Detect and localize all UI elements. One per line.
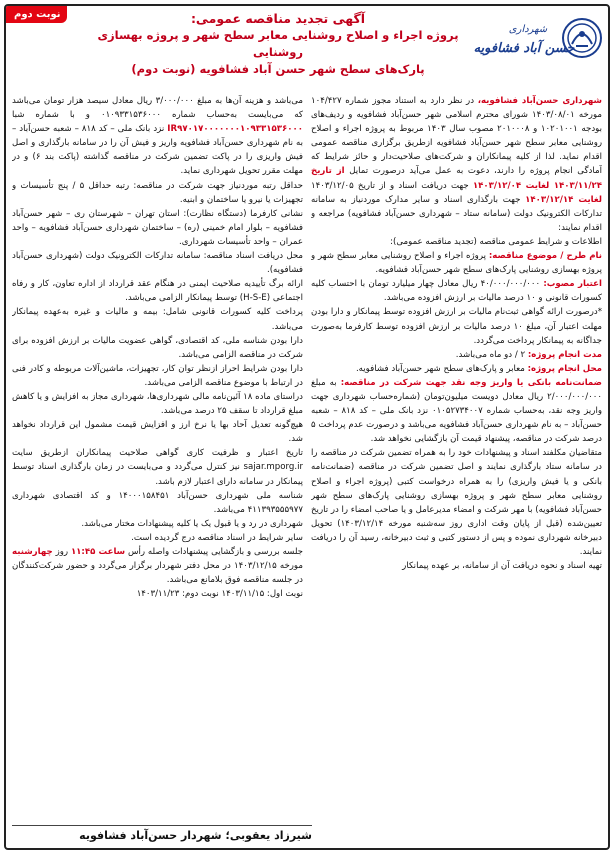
notice-paragraph: [311, 277, 602, 305]
notice-text: لغایت ۱۴۰۳/۱۲/۱۴: [525, 194, 602, 205]
notice-text: حداقل رتبه موردنیاز جهت شرکت در مناقصه: رتبه حداقل ۵ / پنج تأسیسات و تجهیزات یا نیرو یا ساختمان و ابنیه.: [12, 180, 303, 205]
title-line3: پارک‌های سطح شهر حسن آباد فشافویه (نوبت دوم): [131, 62, 425, 76]
municipality-logo: [466, 10, 602, 66]
notice-text: دراستای ماده ۱۸ آئین‌نامه مالی شهرداری‌ها، شهرداری مجاز به افزایش و یا کاهش مبلغ قرارداد تا سقف ۲۵ درصد می‌باشد.: [12, 391, 303, 417]
notice-paragraph: [311, 348, 602, 362]
notice-text: اعتبار مصوب:: [543, 279, 602, 290]
notice-text: روز: [52, 547, 71, 557]
notice-text: تهیه اسناد و نحوه دریافت آن از سامانه، بر عهده پیمانکار: [402, 561, 602, 572]
signature-text: شیرزاد یعقوبی؛ شهردار حسن‌آباد فشافویه: [79, 829, 312, 842]
right-column: [311, 94, 602, 820]
notice-text: شناسه ملی شهرداری حسن‌آباد ۱۴۰۰۰۱۵۸۴۵۱ و کد اقتصادی شهرداری ۴۱۱۳۹۳۵۵۵۹۷۷ می‌باشد.: [12, 490, 303, 515]
notice-text: محل انجام پروژه:: [527, 363, 602, 374]
notice-text: پرداخت کلیه کسورات قانونی شامل: بیمه و مالیات و غیره به‌عهده پیمانکار می‌باشد.: [12, 307, 303, 332]
notice-paragraph: [12, 249, 303, 277]
notice-text: در نظر دارد به استناد مجوز شماره ۱۰۴/۴۲۷ مورخه ۱۴۰۳/۰۸/۰۱ شورای محترم اسلامی شهر حسن‌آباد فشافویه و ردیف‌های بودجه ۱۰۲۰۱۰۰۱ و ۲۰۱۰۰۰۸ مصوب سال ۱۴۰۳ مربوط به پروژه اجراء و اصلاح روشنایی معابر سطح شهر حسن‌آباد فشافویه ازطریق برگزاری مناقصه عمومی اقدام نماید. لذا از کلیه پیمانکاران و شرکت‌های صلاحیت‌دار و حائز شرایط که آمادگی انجام پروژه را دارند، دعوت به عمل می‌آید درصورت تمایل: [311, 96, 602, 177]
notice-text: نشانی کارفرما (دستگاه نظارت): استان تهران – شهرستان ری – شهر حسن‌آباد فشافویه – بلوار امام خمینی (ره) – ساختمان شهرداری حسن‌آباد فشافویه – واحد عمران – واحد تأسیسات شهرداری.: [12, 208, 303, 247]
notice-paragraph: [311, 235, 602, 249]
notice-text: معابر و پارک‌های سطح شهر حسن‌آباد فشافویه.: [355, 363, 528, 374]
logo-line1: شهرداری: [508, 24, 548, 35]
notice-paragraph: [311, 305, 602, 347]
signature-divider: [12, 825, 312, 826]
notice-paragraph: [12, 362, 303, 390]
signature-block: [12, 825, 312, 842]
left-column: [12, 94, 303, 820]
notice-paragraph: [311, 249, 602, 277]
notice-text: اطلاعات و شرایط عمومی مناقصه (تجدید مناقصه عمومی):: [390, 236, 602, 247]
notice-paragraph: [12, 446, 303, 488]
notice-header: [6, 6, 608, 94]
notice-paragraph: [12, 545, 303, 587]
notice-text: ضمانت‌نامه بانکی یا واریز وجه نقد جهت شرکت در مناقصه:: [340, 377, 602, 388]
notice-text: تاریخ اعتبار و ظرفیت کاری گواهی صلاحیت پیمانکاران ازطریق سایت sajar.mporg.ir نیز کنترل می‌گردد و می‌بایست در زمان بارگذاری اسناد توسط پیمانکار در سامانه دارای اعتبار لازم باشد.: [12, 448, 303, 487]
notice-text: نوبت اول: ۱۴۰۳/۱۱/۱۵ نوبت دوم: ۱۴۰۳/۱۱/۲۳: [136, 589, 303, 600]
notice-text: جهت بارگذاری اسناد و سایر مدارک موردنیاز به سامانه تدارکات الکترونیک دولت (سامانه ستاد – شهرداری حسن‌آباد فشافویه) مراجعه و اقدام نمایند:: [311, 194, 602, 233]
notice-paragraph: [12, 418, 303, 446]
notice-paragraph: [12, 94, 303, 179]
notice-text: جلسه بررسی و بازگشایی پیشنهادات واصله رأس: [125, 547, 303, 557]
notice-paragraph: [12, 517, 303, 531]
notice-paragraph: [12, 277, 303, 305]
notice-text: *درصورت ارائه گواهی ثبت‌نام مالیات بر ارزش افزوده توسط پیمانکار و دارا بودن مهلت اعتبار آن، مبلغ ۱۰ درصد مالیات بر ارزش افزوده توسط کارفرما به‌صورت جداگانه به پیمانکار پرداخت می‌گردد.: [311, 307, 602, 346]
notice-paragraph: [12, 334, 303, 362]
round-badge: نوبت دوم: [6, 6, 67, 23]
notice-text: جهت دریافت اسناد و از تاریخ ۱۴۰۳/۱۲/۰۵: [311, 180, 473, 191]
logo-line2: حسن آباد فشافویه: [473, 41, 575, 56]
notice-paragraph: [12, 531, 303, 545]
title-line2: پروژه اجراء و اصلاح روشنایی معابر سطح شهر و پروژه بهسازی روشنایی: [97, 28, 459, 59]
notice-paragraph: [12, 305, 303, 333]
notice-paragraph: [12, 587, 303, 601]
notice-paragraph: [311, 559, 602, 573]
title-line1: آگهی تجدید مناقصه عمومی:: [190, 11, 366, 26]
notice-text: متقاضیان مکلفند اسناد و پیشنهادات خود را به همراه تضمین شرکت در مناقصه را در سامانه ستاد بارگذاری نمایند و اصل تضمین شرکت در مناقصه (ضمانت‌نامه بانکی و یا فیش واریزی) را به همراه درخواست کتبی (پروژه اجراء و اصلاح روشنایی معابر سطح شهر و پروژه بهسازی روشنایی پارک‌های سطح شهر حسن‌آباد فشافویه) با مهر شرکت و امضاء مدیرعامل و یا صاحب امضاء را در تاریخ تعیین‌شده (قبل از پایان وقت اداری روز سه‌شنبه مورخه ۱۴۰۳/۱۲/۱۴) تحویل دبیرخانه شهرداری نموده و پس از دستور کتبی و ثبت دبیرخانه، رسید آن را دریافت نمایند.: [311, 448, 602, 557]
notice-text: نزد بانک ملی – کد ۸۱۸ – شعبه حسن‌آباد – به نام شهرداری حسن‌آباد فشافویه واریز و فیش آن را در سامانه بارگذاری و اصل فیش واریزی را در پاکت تضمین شرکت در مناقصه گذاشته (پاکت بند ۶) و در مهلت مقرر تحویل شهرداری نماید.: [12, 124, 303, 177]
notice-text: می‌باشد و هزینه آن‌ها به مبلغ ۳/۰۰۰/۰۰۰ ریال معادل سیصد هزار تومان می‌باشد که می‌بایست به‌حساب شماره ۰۱۰۹۳۳۱۵۳۶۰۰۰ و با شماره شبا: [12, 96, 303, 121]
notice-text: دارا بودن شرایط احراز ازنظر توان کار، تجهیزات، ماشین‌آلات مربوطه و کادر فنی در ارتباط با موضوع مناقصه الزامی می‌باشد.: [12, 363, 303, 388]
notice-text: ساعت ۱۱:۴۵: [70, 547, 126, 557]
notice-text: به مبلغ ۲/۰۰۰/۰۰۰/۰۰۰ ریال معادل دویست میلیون‌تومان (شماره‌حساب شهرداری جهت واریز وجه نقد، به‌حساب شماره ۰۱۰۵۲۷۳۴۰۰۷ نزد بانک ملی – کد ۸۱۸ – شعبه حسن‌آباد – به نام شهرداری حسن‌آباد فشافویه می‌باشد و درصورت عدم پرداخت ۵ درصد شرکت در مناقصه، پیشنهاد قیمت آن بازگشایی نخواهد شد.: [311, 377, 602, 445]
notice-text: محل دریافت اسناد مناقصه: سامانه تدارکات الکترونیک دولت (شهرداری حسن‌آباد فشافویه).: [12, 251, 303, 276]
notice-paragraph: [12, 207, 303, 249]
notice-paragraph: [12, 179, 303, 207]
notice-paragraph: [311, 446, 602, 559]
notice-paragraph: [311, 376, 602, 446]
notice-text: مورخه ۱۴۰۳/۱۲/۱۵ در محل دفتر شهردار برگزار می‌گردد و حضور شرکت‌کنندگان در جلسه مناقصه فوق بلامانع می‌باشد.: [12, 561, 303, 586]
notice-text: مدت انجام پروژه:: [527, 349, 602, 360]
notice-paragraph: [12, 489, 303, 517]
notice-text: پروژه اجراء و اصلاح روشنایی معابر سطح شهر و پروژه بهسازی روشنایی پارک‌های سطح شهر حسن‌آباد فشافویه.: [311, 251, 602, 276]
notice-text: نام طرح / موضوع مناقصه:: [488, 251, 602, 262]
notice-title: [96, 10, 460, 78]
notice-text: چهارشنبه: [12, 547, 53, 557]
notice-text: شهرداری در رد و یا قبول یک یا کلیه پیشنهادات مختار می‌باشد.: [81, 518, 303, 529]
notice-text: ۲ / دو ماه می‌باشد.: [455, 349, 528, 360]
notice-paragraph: [311, 94, 602, 235]
notice-text: ۴۰/۰۰۰/۰۰۰/۰۰۰ ریال معادل چهار میلیارد تومان با احتساب کلیه کسورات قانونی و ۱۰ درصد مالیات بر ارزش افزوده می‌باشد.: [311, 279, 602, 304]
notice-paragraph: [311, 362, 602, 376]
notice-text: IR۹۷۰۱۷۰۰۰۰۰۰۰۱۰۹۳۳۱۵۳۶۰۰۰: [167, 124, 303, 135]
notice-text: هیچ‌گونه تعدیل آحاد بها یا نرخ ارز و افزایش قیمت مشمول این قرارداد نخواهد شد.: [12, 420, 303, 445]
notice-text: سایر شرایط در اسناد مناقصه درج گردیده است.: [131, 532, 303, 543]
notice-paragraph: [12, 390, 303, 418]
notice-body: [12, 94, 602, 820]
notice-text: ارائه برگ تأییدیه صلاحیت ایمنی در هنگام عقد قرارداد از اداره تعاون، کار و رفاه اجتماعی (H-S-E) توسط پیمانکار الزامی می‌باشد.: [12, 279, 303, 304]
notice-text: شهرداری حسن‌آباد فشافویه،: [477, 96, 602, 106]
notice-text: دارا بودن شناسه ملی، کد اقتصادی، گواهی عضویت مالیات بر ارزش افزوده برای شرکت در مناقصه الزامی می‌باشد.: [12, 335, 303, 360]
notice-text: از تاریخ ۱۴۰۳/۱۱/۲۴ لغایت ۱۴۰۳/۱۲/۰۴: [311, 166, 602, 191]
tender-notice: [4, 4, 610, 850]
